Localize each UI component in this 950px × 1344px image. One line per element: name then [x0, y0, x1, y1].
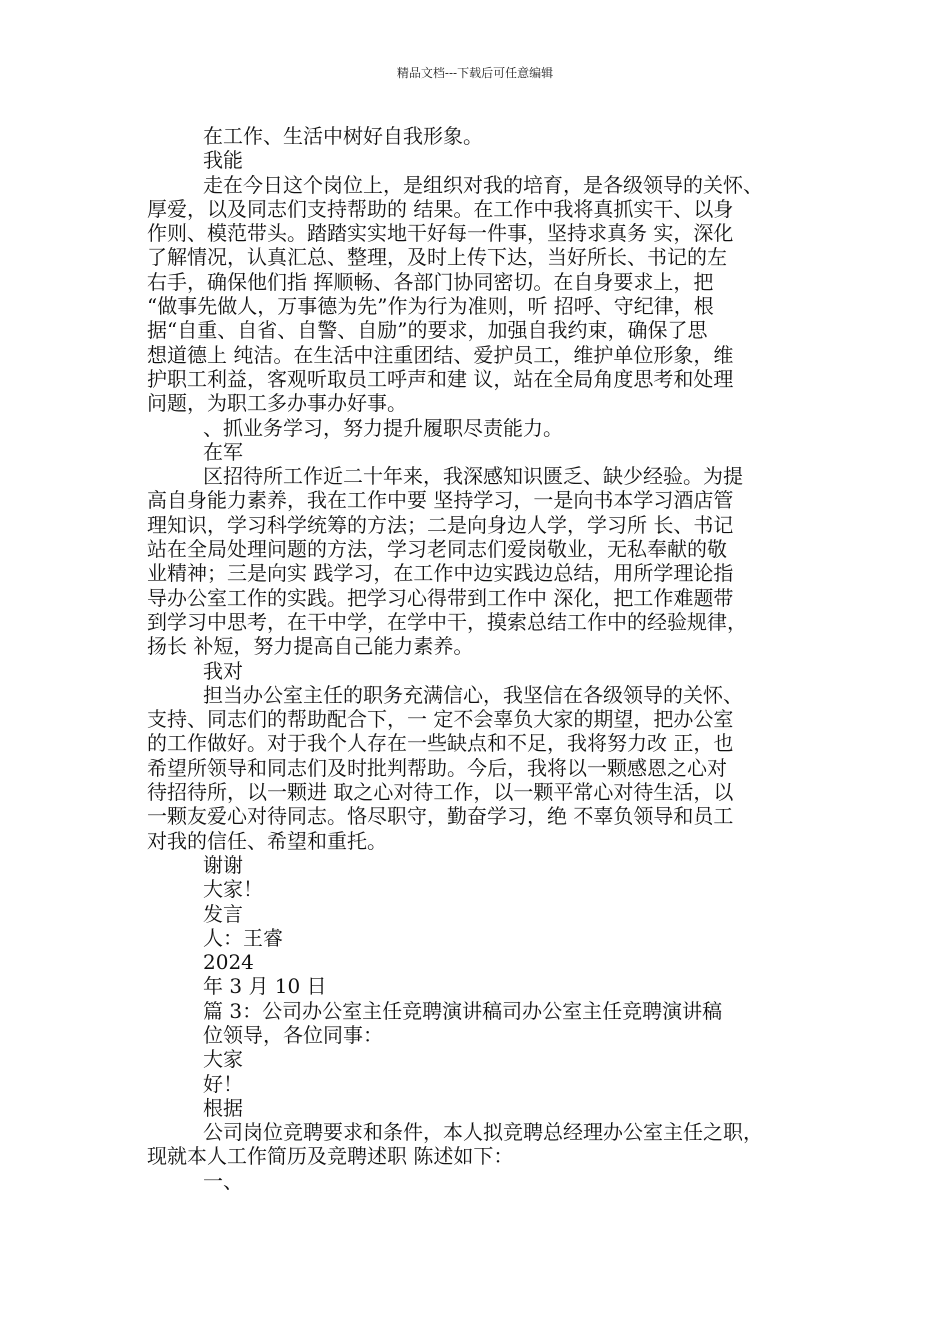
text-line: 在工作、生活中树好自我形象。: [203, 124, 483, 148]
text-line: 人：王睿: [203, 925, 283, 950]
text-line: 了解情况，认真汇总、整理，及时上传下达，当好所长、书记的左: [147, 245, 727, 270]
text-line: 走在今日这个岗位上，是组织对我的培育，是各级领导的关怀、: [203, 172, 763, 197]
text-line: 导办公室工作的实践。把学习心得带到工作中 深化，把工作难题带: [147, 585, 734, 610]
text-line: 一、: [203, 1168, 243, 1193]
text-line: 、抓业务学习，努力提升履职尽责能力。: [203, 415, 563, 440]
text-line: 据“自重、自省、自警、自励”的要求，加强自我约束，确保了思: [147, 318, 708, 343]
text-line: 一颗友爱心对待同志。恪尽职守，勤奋学习，绝 不辜负领导和员工: [147, 804, 734, 829]
text-line: 到学习中思考，在干中学，在学中干，摸索总结工作中的经验规律，: [147, 609, 747, 634]
text-line: 大家: [203, 1047, 243, 1072]
text-line: 想道德上 纯洁。在生活中注重团结、爱护员工，维护单位形象，维: [147, 342, 734, 367]
text-line: 根据: [203, 1095, 243, 1120]
document-body: [147, 124, 810, 1193]
page-header: 精品文档---下载后可任意编辑: [396, 66, 554, 80]
text-line: 发言: [203, 901, 243, 926]
text-line: 右手，确保他们指 挥顺畅、各部门协同密切。在自身要求上，把: [147, 269, 714, 294]
text-line: “做事先做人，万事德为先”作为行为准则，听 招呼、守纪律，根: [147, 294, 714, 319]
text-line: 的工作做好。对于我个人存在一些缺点和不足，我将努力改 正，也: [147, 731, 734, 756]
text-line: 业精神；三是向实 践学习，在工作中边实践边总结，用所学理论指: [147, 561, 734, 586]
text-line: 担当办公室主任的职务充满信心，我坚信在各级领导的关怀、: [203, 682, 743, 707]
text-line: 高自身能力素养，我在工作中要 坚持学习，一是向书本学习酒店管: [147, 488, 734, 513]
text-line: 厚爱，以及同志们支持帮助的 结果。在工作中我将真抓实干、以身: [147, 196, 734, 221]
text-line: 2024: [203, 950, 254, 975]
text-line: 理知识，学习科学统筹的方法；二是向身边人学，学习所 长、书记: [147, 512, 734, 537]
text-line: 我对: [203, 658, 243, 683]
text-line: 作则、模范带头。踏踏实实地干好每一件事，坚持求真务 实，深化: [147, 221, 734, 246]
text-line: 待招待所，以一颗进 取之心对待工作，以一颗平常心对待生活，以: [147, 780, 734, 805]
text-line: 对我的信任、希望和重托。: [147, 828, 387, 853]
text-line: 篇 3：公司办公室主任竞聘演讲稿司办公室主任竞聘演讲稿: [203, 998, 723, 1023]
text-line: 扬长 补短，努力提高自己能力素养。: [147, 634, 474, 659]
text-line: 在军: [203, 439, 243, 464]
text-line: 站在全局处理问题的方法，学习老同志们爱岗敬业，无私奉献的敬: [147, 537, 727, 562]
text-line: 问题，为职工多办事办好事。: [147, 391, 407, 416]
text-line: 希望所领导和同志们及时批判帮助。今后，我将以一颗感恩之心对: [147, 755, 727, 780]
text-line: 公司岗位竞聘要求和条件，本人拟竞聘总经理办公室主任之职，: [203, 1120, 763, 1145]
text-line: 年 3 月 10 日: [203, 974, 327, 999]
text-line: 好！: [203, 1071, 243, 1096]
text-line: 大家！: [203, 877, 263, 902]
text-line: 谢谢: [203, 852, 243, 877]
text-line: 区招待所工作近二十年来，我深感知识匮乏、缺少经验。为提: [203, 464, 743, 489]
text-line: 支持、同志们的帮助配合下，一 定不会辜负大家的期望，把办公室: [147, 707, 734, 732]
text-line: 现就本人工作简历及竞聘述职 陈述如下：: [147, 1144, 514, 1169]
text-line: 位领导，各位同事：: [203, 1022, 383, 1047]
text-line: 我能: [203, 148, 243, 173]
text-line: 护职工利益，客观听取员工呼声和建 议，站在全局角度思考和处理: [147, 366, 734, 391]
